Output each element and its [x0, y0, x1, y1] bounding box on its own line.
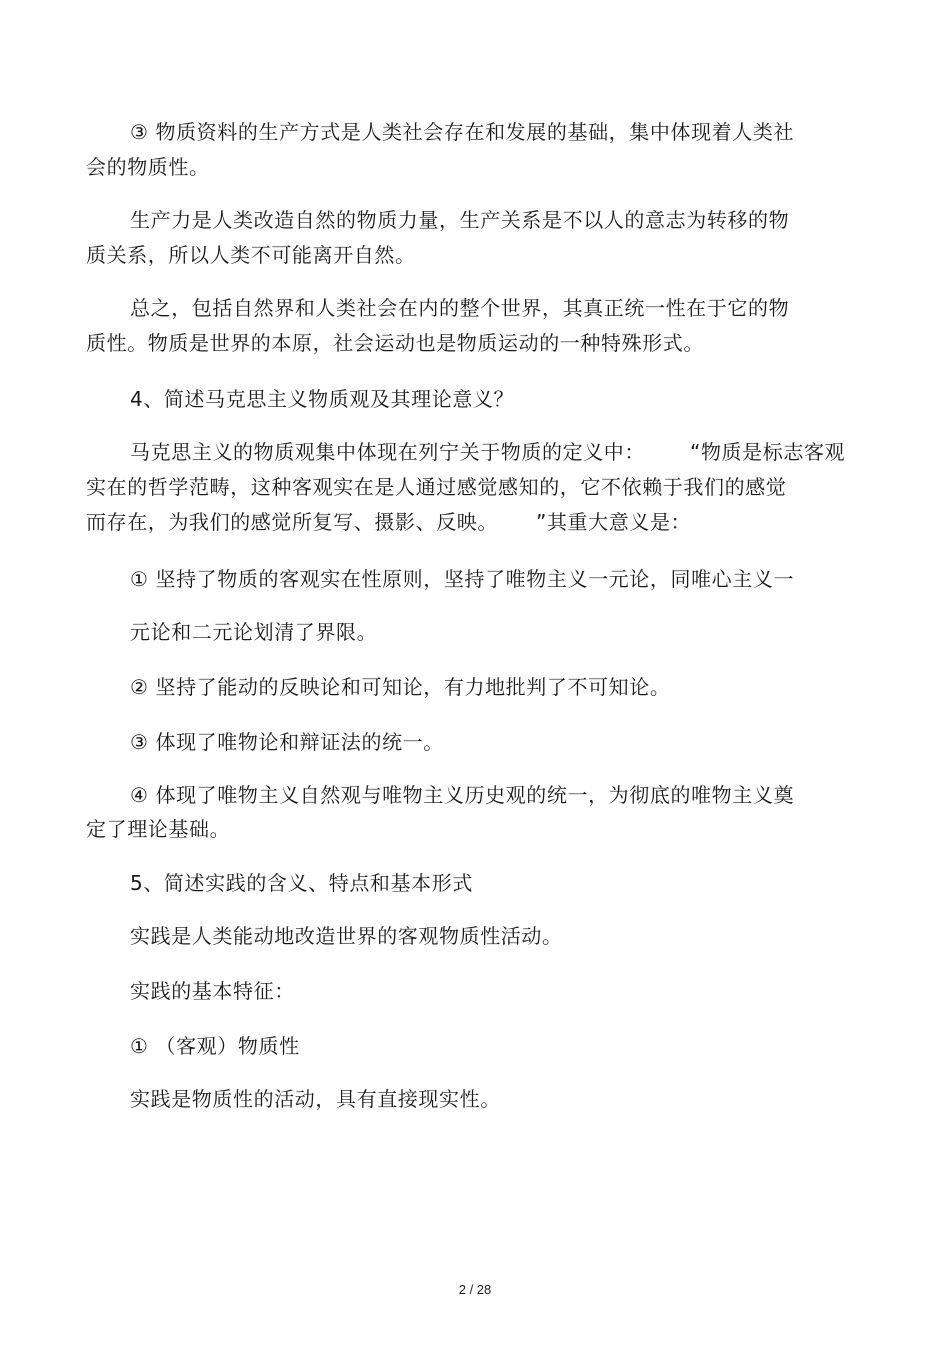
- paragraph-line: 生产力是人类改造自然的物质力量，生产关系是不以人的意志为转移的物: [130, 208, 790, 232]
- paragraph-line: 质性。物质是世界的本原，社会运动也是物质运动的一种特殊形式。: [86, 331, 704, 355]
- paragraph-line: 总之，包括自然界和人类社会在内的整个世界，其真正统一性在于它的物: [130, 296, 790, 320]
- list-item: ③ 体现了唯物论和辩证法的统一。: [130, 730, 444, 754]
- paragraph-line: 马克思主义的物质观集中体现在列宁关于物质的定义中：: [130, 440, 645, 464]
- list-item: ④ 体现了唯物主义自然观与唯物主义历史观的统一，为彻底的唯物主义奠: [130, 783, 795, 807]
- paragraph-line: 而存在，为我们的感觉所复写、摄影、反映。: [86, 510, 498, 534]
- quote-end: ”其重大意义是：: [536, 510, 692, 534]
- paragraph-line: 实践的基本特征：: [130, 979, 295, 1003]
- section-heading: 4、简述马克思主义物质观及其理论意义？: [130, 387, 515, 411]
- quote-start: “物质是标志客观: [690, 440, 846, 464]
- paragraph-line: ③ 物质资料的生产方式是人类社会存在和发展的基础，集中体现着人类社: [130, 120, 795, 144]
- paragraph-line: 实践是物质性的活动，具有直接现实性。: [130, 1087, 501, 1111]
- list-item: ① （客观）物质性: [130, 1034, 300, 1058]
- paragraph-line: 质关系，所以人类不可能离开自然。: [86, 243, 416, 267]
- list-item: ① 坚持了物质的客观实在性原则，坚持了唯物主义一元论，同唯心主义一: [130, 567, 795, 591]
- list-item: ② 坚持了能动的反映论和可知论，有力地批判了不可知论。: [130, 675, 671, 699]
- section-heading: 5、简述实践的含义、特点和基本形式: [130, 871, 473, 895]
- page-number: 2 / 28: [458, 1282, 492, 1297]
- list-item-continuation: 元论和二元论划清了界限。: [130, 620, 378, 644]
- paragraph-line: 会的物质性。: [86, 155, 210, 179]
- paragraph-line: 实践是人类能动地改造世界的客观物质性活动。: [130, 924, 563, 948]
- list-item-continuation: 定了理论基础。: [86, 817, 231, 841]
- paragraph-line: 实在的哲学范畴，这种客观实在是人通过感觉感知的，它不依赖于我们的感觉: [86, 475, 787, 499]
